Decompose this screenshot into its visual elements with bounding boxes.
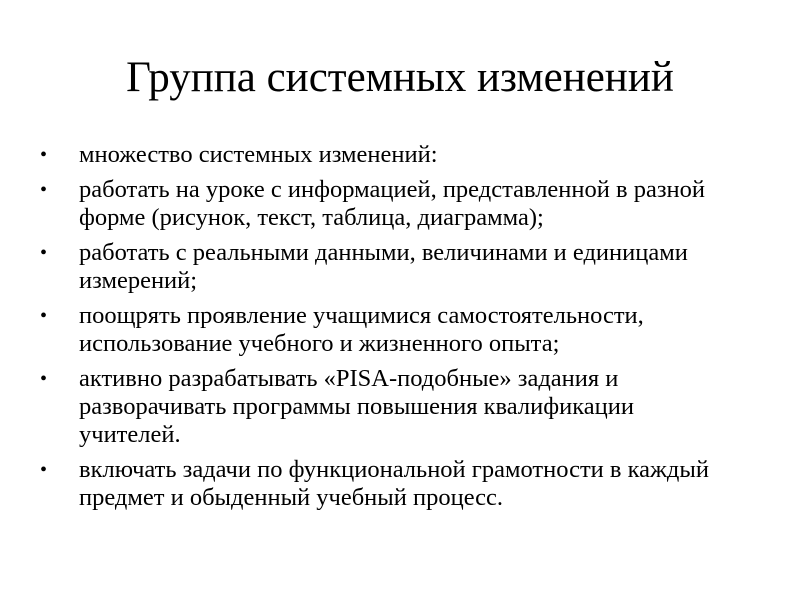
bullet-text: множество системных изменений: [79,141,438,168]
bullet-item-3 [40,239,740,295]
bullet-list [40,141,740,519]
bullet-icon: • [40,368,48,390]
slide-title: Группа системных изменений [126,54,674,101]
bullet-item-4 [40,302,740,358]
bullet-text: работать с реальными данными, величинами и единицами измерений; [79,239,688,294]
bullet-item-2 [40,176,740,232]
bullet-icon: • [40,242,48,264]
bullet-icon: • [40,459,48,481]
bullet-text: включать задачи по функциональной грамотности в каждый предмет и обыденный учебный процесс. [79,456,709,511]
bullet-item-5 [40,365,740,449]
bullet-icon: • [40,144,48,166]
bullet-icon: • [40,179,48,201]
bullet-item-1 [40,141,740,169]
bullet-item-6 [40,456,740,512]
bullet-text: работать на уроке с информацией, представленной в разной форме (рисунок, текст, таблица, диаграмма); [79,176,705,231]
bullet-icon: • [40,305,48,327]
bullet-text: активно разрабатывать «PISA-подобные» задания и разворачивать программы повышения квалификации учителей. [79,365,634,448]
bullet-text: поощрять проявление учащимися самостоятельности, использование учебного и жизненного опыта; [79,302,644,357]
